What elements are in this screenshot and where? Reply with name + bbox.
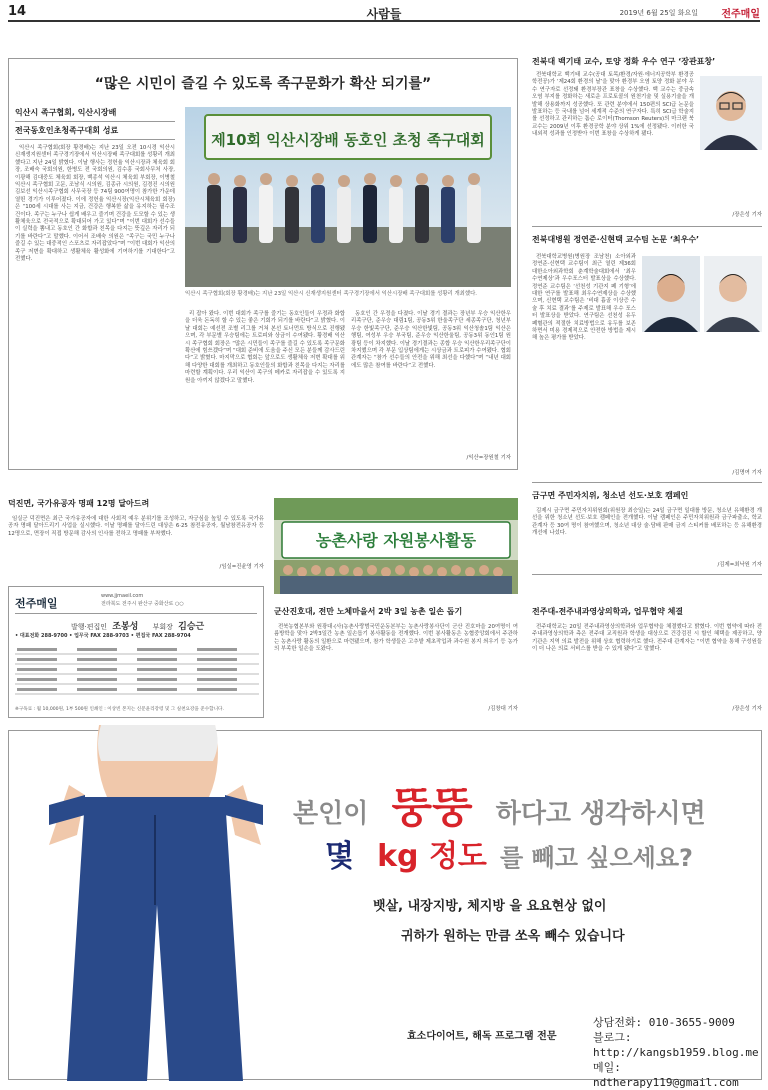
portrait-jung <box>642 256 700 332</box>
right-article-4-body: 전주대학교는 20일 전주내과영상의학과와 업무협약을 체결했다고 밝혔다. 이번 협약에 따라 전주내과영상의학과 측은 전주대 교직원과 학생을 대상으로 건강검진 시 할인 혜택을 제공하고, 양 기관은 지역 의료 발전을 위해 상호 협력하기로 했다. 전주대 관계자는 “이번 협약을 통해 구성원들이 더 나은 의료 서비스를 받을 수 있게 됐다”고 말했다. <box>532 624 762 653</box>
right-article-1-body: 전북대학교 백기태 교수(공대 토목/환경/자원·에너지공학부 환경공학전공)가 ‘제24회 환경의 날’을 맞아 환경부 오염 토양 정화 분야 우수 연구자로 선정돼 환경부장관 표창을 수상했다. 백 교수는 중금속 오염 부지를 정화하는 새로운 프로토콜의 원천기술 및 실용기술을 개발해 상용화까지 성공했다. 또 관련 분야에서 150편의 SCI급 논문을 발표하는 등 국내를 넘어 세계적 수준의 연구자다. 특히 SCI급 학술지를 선정하고 관리하는 톰슨 로이터(Thomson Reuters)의 마크랜 북 교수는 2009년 이후 환경공학 분야 상위 1%에 선정됐다. 이러한 국내외적 성과를 인정받아 이번 표창을 수상하게 됐다. <box>532 72 694 138</box>
volunteer-banner-text: 농촌사랑 자원봉사활동 <box>315 531 477 550</box>
right-article-3-body: 김제시 금구면 주민자치위원회(위원장 최승일)는 24일 금구면 일대를 방문, 청소년 유해환경 개선을 위한 청소년 선도·보호 캠페인을 전개했다. 이날 캠페인은 주민자치위원과 금구파출소, 학교 관계자 등 30여 명이 참여했으며, 청소년 대상 술·담배 판매 금지 스티커를 배포하는 등 유해환경 개선에 나섰다. <box>532 508 762 537</box>
lead-body-col2: 리 잡아 왔다. 이번 대회가 족구를 즐기는 동호인들이 우정과 화합을 더욱 돈독히 할 수 있는 좋은 기회가 되기를 바란다”고 밝혔다. 이날 대회는 예선전 조별 리그를 거쳐 본선 토너먼트 방식으로 진행됐으며, 각 부문별 우승팀에는 트로피와 상금이 수여됐다. 황경배 익산시 족구협회 회장은 “많은 시민들이 족구를 즐길 수 있도록 족구문화 확산에 힘쓰겠다”며 “대회 준비에 도움을 주신 모든 분들께 감사드린다”고 밝혔다. 마지막으로 협회는 앞으로도 생활체육 저변 확대를 위해 다양한 대회를 개최하고 동호인들의 화합과 친목을 다지는 자리를 마련할 계획이다. 우리 익산이 족구의 메카로 자리잡을 수 있도록 지원을 아끼지 않겠다고 말했다. <box>185 311 345 384</box>
publisher-name: 조봉성 <box>112 622 139 632</box>
ad-email: 메일: ndtherapy119@gmail.com <box>593 1061 739 1089</box>
publisher-label: 발행·편집인 <box>71 623 108 631</box>
ad-blog: 블로그: http://kangsb1959.blog.me <box>593 1031 759 1059</box>
volunteer-byline: /김창대 기자 <box>488 706 518 712</box>
issue-date: 2019년 6월 25일 화요일 <box>619 9 698 17</box>
vice-label: 부회장 <box>152 623 173 631</box>
ad-contact <box>593 1015 761 1090</box>
right-article-2-body-top: 전북대학교병원(병원장 조남천) 소아외과 정연준·신현택 교수팀이 최근 열린 제36회 대한소아외과학회 춘계학술대회에서 ‘최우수연제상’과 우수포스터 발표상을 수상했다. 정연준 교수팀은 ‘선천성 기관지 폐 기형’에 대한 연구를 발표해 최우수연제상을 수상했으며, 신현택 교수팀은 ‘비대 흉골 이상증 수술 후 치료 결과’를 주제로 발표해 우수 포스터 발표상을 받았다. 연구팀은 선천성 유두 폐혈관의 적절한 치료방법으로 유두를 보존하면서 미용 경제적으로 안전한 방법을 제시해 높은 평가를 받았다. <box>532 254 636 342</box>
masthead-name: 전주매일 <box>15 597 58 610</box>
volunteer-body: 전북농협본부와 원광대·(사)농촌사랑범국민운동본부는 농촌사랑봉사단이 군산 진호마을 20여명이 여름방학을 맞아 2박3일간 농촌 일손돕기 봉사활동을 전개했다. 이번 봉사활동은 농협중앙회에서 주관하는 농촌사랑 활동의 일환으로 마련됐으며, 참가 학생들은 고추밭 제초작업과 과수원 봉지 씌우기 등 농가의 부족한 일손을 도왔다. <box>274 624 518 653</box>
lead-photo-caption: 익산시 족구협회(회장 황경배)는 지난 23일 익산시 신재생지원센터 족구경기장에서 익산시장배 족구대회를 성황리 개최했다. <box>185 291 477 297</box>
lead-photo <box>185 107 511 287</box>
right-article-1-title: 전북대 백기태 교수, 토양 정화 우수 연구 ‘장관표창’ <box>532 57 716 66</box>
portrait-baek <box>700 76 762 150</box>
volunteer-photo <box>274 498 518 594</box>
page-number: 14 <box>8 4 27 19</box>
lead-article <box>8 58 518 470</box>
left-mid-article-title: 덕진면, 국가유공자 명패 12명 달아드려 <box>8 499 150 508</box>
lead-headline: “많은 시민이 즐길 수 있도록 족구문화가 확산 되기를” <box>94 76 432 92</box>
group-photo-image <box>185 107 511 287</box>
section-title: 사람들 <box>366 7 402 21</box>
masthead-footer: ※구독료 : 월 10,000원, 1부 500원 인쇄인 : 이상빈 본지는 신문윤리강령 및 그 실천요강을 준수합니다. <box>15 706 224 712</box>
ad-line1-c: 하다고 생각하시면 <box>495 799 706 829</box>
masthead-phones: • 대표전화 288-9700 • 업무국 FAX 288-9703 • 편집국 FAX 288-9704 <box>15 633 191 639</box>
masthead-box <box>8 586 264 718</box>
page-header <box>8 4 760 22</box>
right-article-2-title: 전북대병원 정연준·신현택 교수팀 논문 ‘최우수’ <box>532 235 700 244</box>
masthead-url: www.jjmaeil.com <box>101 593 144 599</box>
left-mid-article-body: 임실군 덕진면은 최근 국가유공자에 대한 사회적 예우 분위기를 조성하고, 자긍심을 높일 수 있도록 국가유공자 명패 달아드리기 사업을 실시했다. 이날 명패를 달아드린 대상은 6·25 참전유공자, 월남참전유공자 등 12명으로, 면장이 직접 방문해 감사의 인사를 전하고 명패를 부착했다. <box>8 516 264 537</box>
ad-line3: 뱃살, 내장지방, 체지방 을 요요현상 없이 <box>373 899 607 914</box>
ad-phone: 상담전화: 010-3655-9009 <box>593 1016 735 1029</box>
masthead-directory <box>15 645 257 707</box>
portrait-shin <box>704 256 762 332</box>
ad-line4: 귀하가 원하는 만큼 쏘옥 빼수 있습니다 <box>401 929 625 944</box>
ad-line2-b: kg 정도 <box>377 839 487 874</box>
lead-subhead-1: 익산시 족구협회, 익산시장배 <box>15 108 117 117</box>
newspaper-name: 전주매일 <box>721 9 760 20</box>
ad-brand: 효소다이어트, 해독 프로그램 전문 <box>407 1031 557 1042</box>
right-article-4-byline: /장은성 기자 <box>732 706 762 712</box>
ad-line1-a: 본인이 <box>293 799 369 829</box>
volunteer-title: 군산진호대, 전만 노체마을서 2박 3일 농촌 일손 돕기 <box>274 607 463 616</box>
left-mid-article-byline: /임실=진윤영 기자 <box>219 564 264 570</box>
lead-byline: /익산=장원철 기자 <box>466 455 511 461</box>
lead-body-col3: 동호인 간 우정을 다졌다. 이날 경기 결과는 장년부 우승 익산한우리족구단, 준우승 대림1팀, 공동3위 한울족구단 세종족구단, 청년부 우승 한빛족구단, 준우승 익산한빛팀, 공동3위 익산청솔1팀 익산은행팀, 여성부 우승 부국팀, 준우승 익산한울팀, 공동3위 동인1팀 원광팀 등이 차지했다. 이날 경기결과는 종합 우승 익산한우리족구단이 차지했으며 각 부문 입상팀에게는 시상금과 트로피가 수여됐다. 협회 관계자는 “참가 선수들의 안전을 위해 최선을 다했다”며 “내년 대회에도 많은 참여를 바란다”고 전했다. <box>351 311 511 369</box>
photo-banner-text: 제10회 익산시장배 동호인 초청 족구대회 <box>211 131 485 149</box>
ad-line2-c: 를 빼고 싶으세요? <box>500 844 693 872</box>
right-article-3-title: 금구면 주민자치위, 청소년 선도·보호 캠페인 <box>532 491 689 500</box>
right-article-4-title: 전주대-전주내과영상의학과, 업무협약 체결 <box>532 607 684 616</box>
right-article-3-byline: /김제=최낙원 기자 <box>717 562 762 568</box>
lead-body-col1: 익산시 족구협회(회장 황경배)는 지난 23일 오전 10시경 익산시 신재생지원센터 족구경기장에서 익산시장배 족구대회를 성황리 개최했다고 지난 24일 밝혔다. 이날 행사는 정헌율 익산시장과 체육회 회장, 조배숙 국회의원, 한병도 전 국회의원, 김수흥 국회사무처 사장, 이광해 김대중도 체육회 회장, 백종석 익산시 체육회 부회장, 이병철 익산시 족구협회 고문, 조남식 시의원, 김종규 시의원, 김경진 시의원 김보선 익산시족구협회 사무국장 등 74팀 900여명이 참가한 가운데 열띤 경기가 이루어졌다. 이에 정헌율 익산시장(익산시체육회 회장)은 “100세 시대를 사는 지금, 건강은 행복한 삶을 유지하는 필수조건이다. 족구는 누구나 쉽게 배우고 즐기며 건강을 도모할 수 있는 생활체육으로 전국적으로 확대되어 가고 있다”며 “이번 대회가 선수들이 실력을 뽐내고 동호인 간 화합과 친목을 다지는 뜻깊은 자리가 되기를 바란다”고 말했다. 이어서 조배숙 의원은 “족구는 국민 누구나 즐길 수 있는 대중적인 스포츠로 자리잡았다”며 “이번 대회가 익산의 족구 저변을 확대하고 생활체육 활성화에 기여하기를 기대한다”고 전했다. <box>15 145 175 263</box>
right-article-2-byline: /김명여 기자 <box>732 470 762 476</box>
ad-line1-b: 뚱뚱 <box>391 783 473 832</box>
right-article-1-byline: /장은성 기자 <box>732 212 762 218</box>
ad-line2-a: 몇 <box>325 839 354 874</box>
diet-advertisement <box>8 730 762 1089</box>
ad-figure-image <box>29 725 269 1081</box>
masthead-address: 전라북도 전주시 완산구 중화산로 ○○ <box>101 601 184 607</box>
vice-name: 김승근 <box>178 622 205 632</box>
lead-subhead-2: 전국동호인초청족구대회 성료 <box>15 126 119 135</box>
